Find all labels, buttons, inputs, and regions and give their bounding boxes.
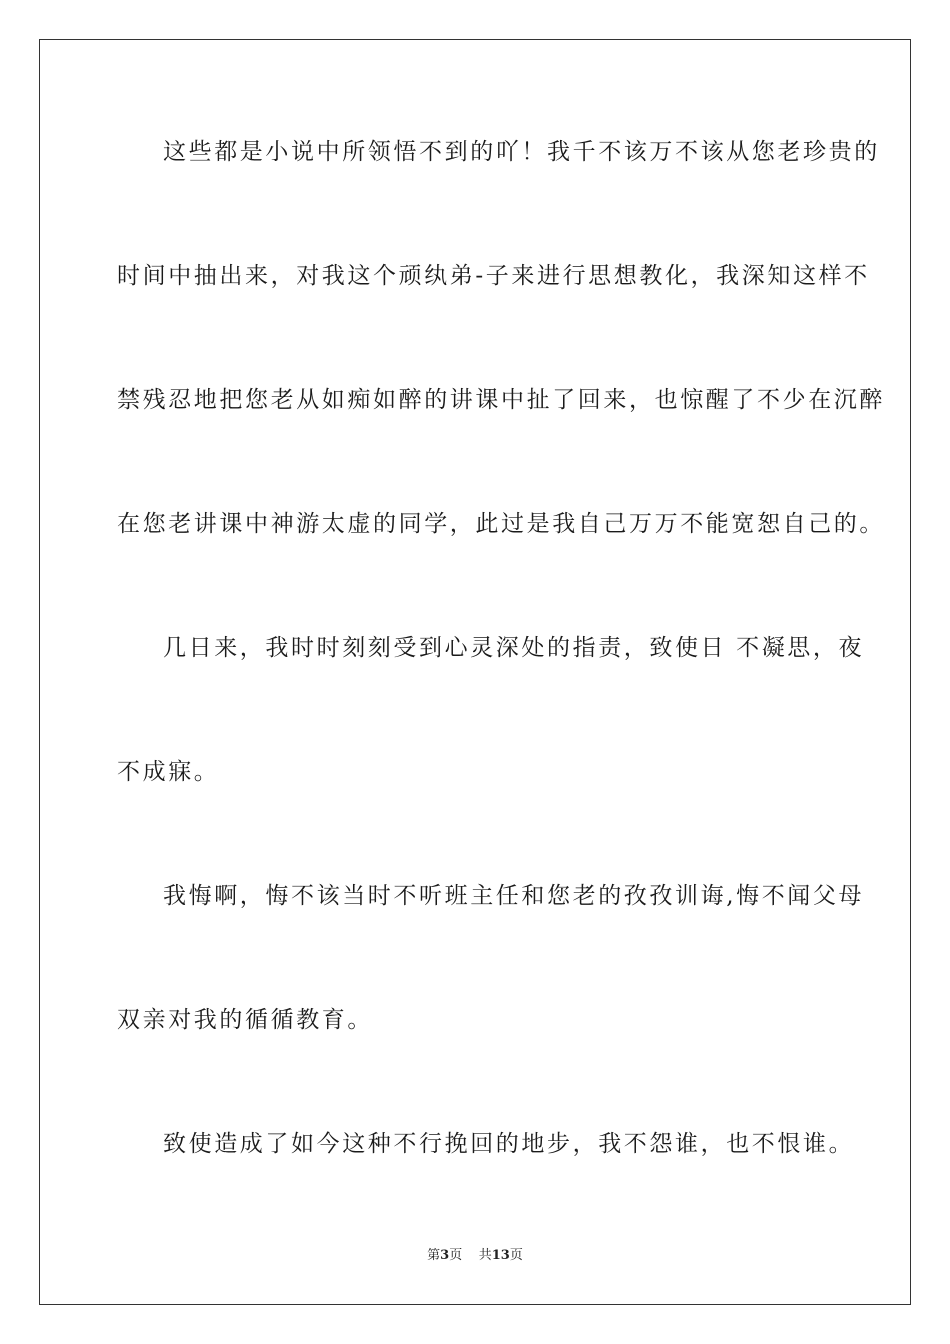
paragraph-line-8: 双亲对我的循循教育。 bbox=[117, 1007, 373, 1033]
footer-prefix: 第 bbox=[427, 1248, 441, 1263]
paragraph-line-5: 几日来，我时时刻刻受到心灵深处的指责，致使日 不凝思，夜 bbox=[163, 635, 865, 661]
page-footer bbox=[0, 1247, 950, 1265]
footer-total-pages: 13 bbox=[491, 1248, 510, 1263]
footer-suffix: 页 bbox=[509, 1248, 523, 1263]
paragraph-line-9: 致使造成了如今这种不行挽回的地步，我不怨谁，也不恨谁。 bbox=[163, 1131, 855, 1157]
footer-current-page: 3 bbox=[440, 1248, 450, 1263]
paragraph-line-7: 我悔啊，悔不该当时不听班主任和您老的孜孜训诲,悔不闻父母 bbox=[163, 883, 865, 909]
footer-middle: 页 共 bbox=[449, 1248, 492, 1263]
paragraph-line-2: 时间中抽出来，对我这个顽纨弟-子来进行思想教化，我深知这样不 bbox=[117, 263, 870, 289]
page-border bbox=[39, 39, 911, 1305]
paragraph-line-3: 禁残忍地把您老从如痴如醉的讲课中扯了回来，也惊醒了不少在沉醉 bbox=[117, 387, 885, 413]
paragraph-line-4: 在您老讲课中神游太虚的同学，此过是我自己万万不能宽恕自己的。 bbox=[117, 511, 885, 537]
paragraph-line-6: 不成寐。 bbox=[117, 759, 220, 785]
paragraph-line-1: 这些都是小说中所领悟不到的吖！我千不该万不该从您老珍贵的 bbox=[163, 139, 880, 165]
